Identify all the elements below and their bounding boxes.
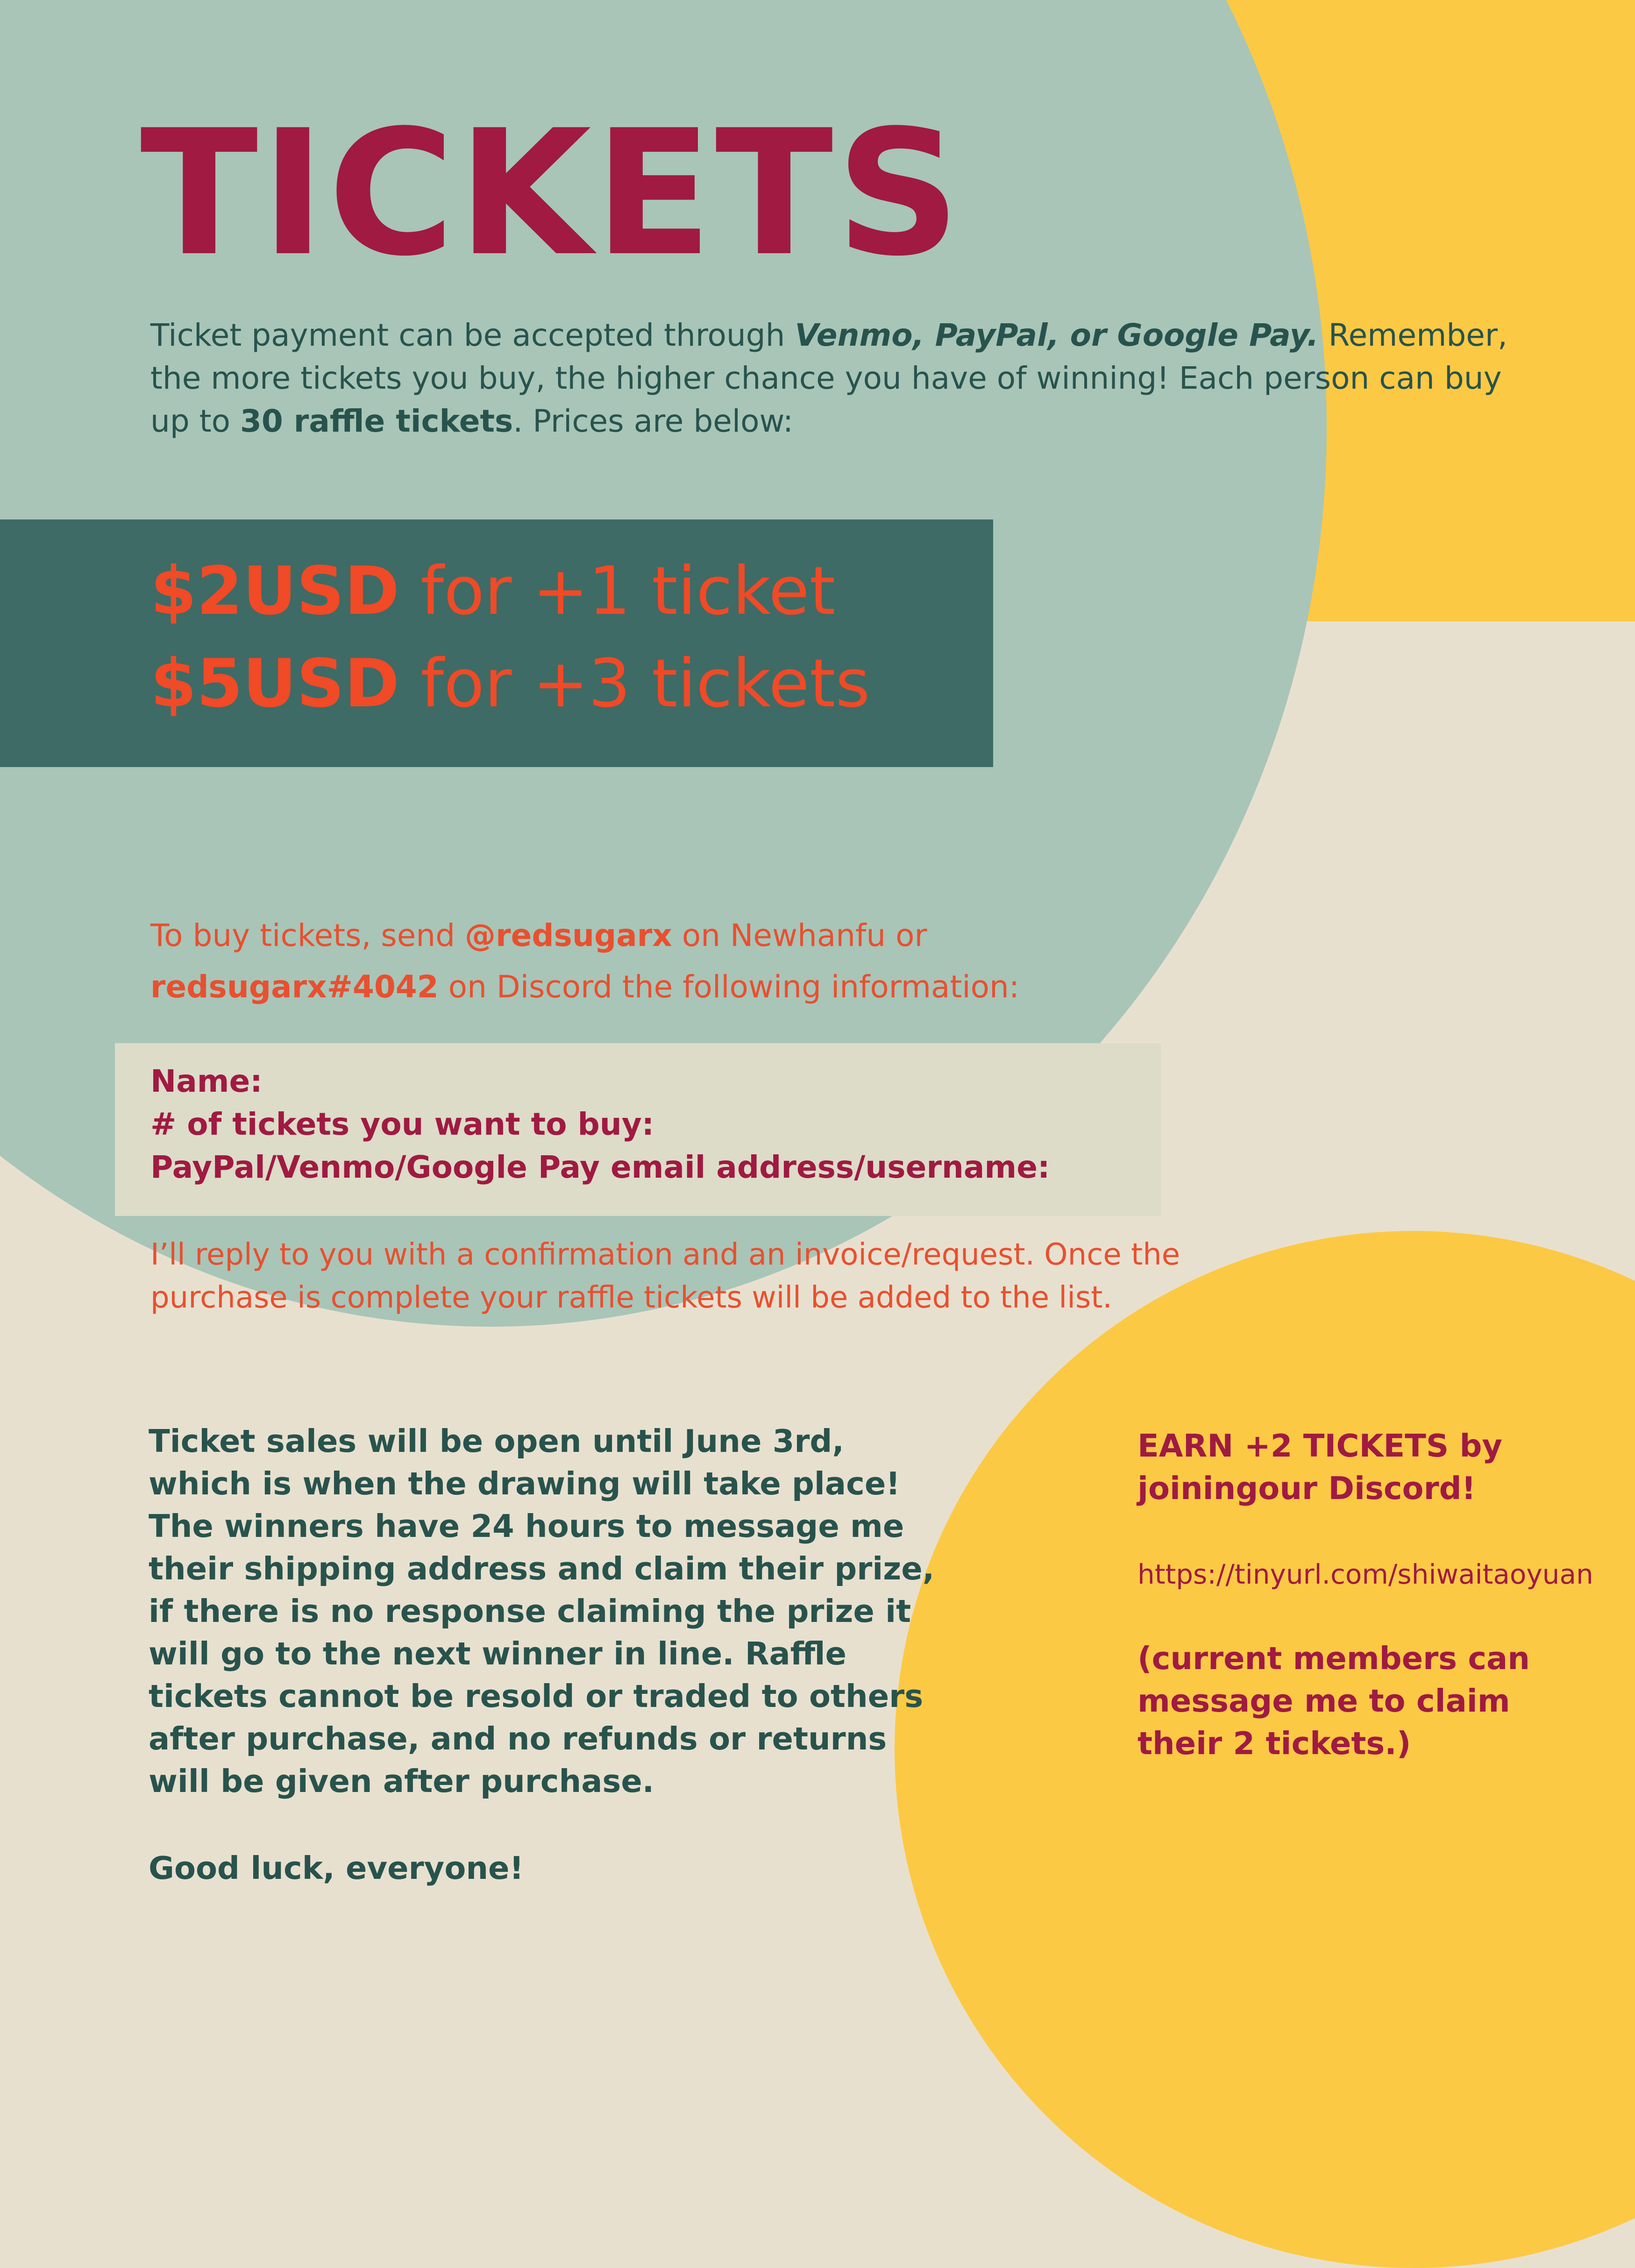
intro-text-1: Ticket payment can be accepted through (150, 317, 795, 353)
price-amount: $5USD (150, 645, 400, 722)
field-name-label: Name: (150, 1063, 263, 1099)
buy-text-2: on Newhanfu or (672, 917, 927, 953)
members-note: (current members can message me to claim their 2 tickets.) (1137, 1640, 1530, 1762)
price-description: for +1 ticket (399, 553, 836, 630)
intro-text-2: Remember, the more tickets you buy, the higher chance you have of winning! Each person can buy up to (150, 317, 1507, 439)
price-amount: $2USD (150, 553, 400, 630)
newhanfu-handle: @redsugarx (465, 917, 672, 953)
price-option (150, 645, 870, 722)
ticket-limit: 30 raffle tickets (240, 403, 513, 439)
discord-invite-link[interactable]: https://tinyurl.com/shiwaitaoyuan (1137, 1558, 1593, 1590)
payment-methods: Venmo, PayPal, or Google Pay. (795, 317, 1319, 353)
page-title: TICKETS (140, 93, 963, 294)
discord-promo-title: EARN +2 TICKETS by joiningour Discord! (1137, 1428, 1503, 1507)
confirmation-text: I’ll reply to you with a confirmation and an invoice/request. Once the purchase is complete your raffle tickets will be added to the list. (150, 1237, 1180, 1315)
buy-text-3: on Discord the following information: (438, 969, 1020, 1005)
intro-text-3: . Prices are below: (513, 403, 794, 439)
intro-paragraph (150, 314, 1533, 443)
field-payment-account-label: PayPal/Venmo/Google Pay email address/username: (150, 1149, 1050, 1185)
buy-instructions (150, 910, 1225, 1013)
buy-text-1: To buy tickets, send (150, 917, 465, 953)
price-description: for +3 tickets (399, 645, 870, 722)
good-luck-text: Good luck, everyone! (149, 1850, 524, 1886)
rules-paragraph: Ticket sales will be open until June 3rd, which is when the drawing will take place! The winners have 24 hours to message me their shipping address and claim their prize, if there is no response claiming the prize it will go to the next winner in line. Raffle tickets cannot be resold or traded to others after purchase, and no refunds or returns will be given after purchase. (149, 1423, 935, 1799)
field-ticket-count-label: # of tickets you want to buy: (150, 1106, 654, 1142)
discord-handle: redsugarx#4042 (150, 969, 439, 1005)
price-option (150, 553, 836, 630)
